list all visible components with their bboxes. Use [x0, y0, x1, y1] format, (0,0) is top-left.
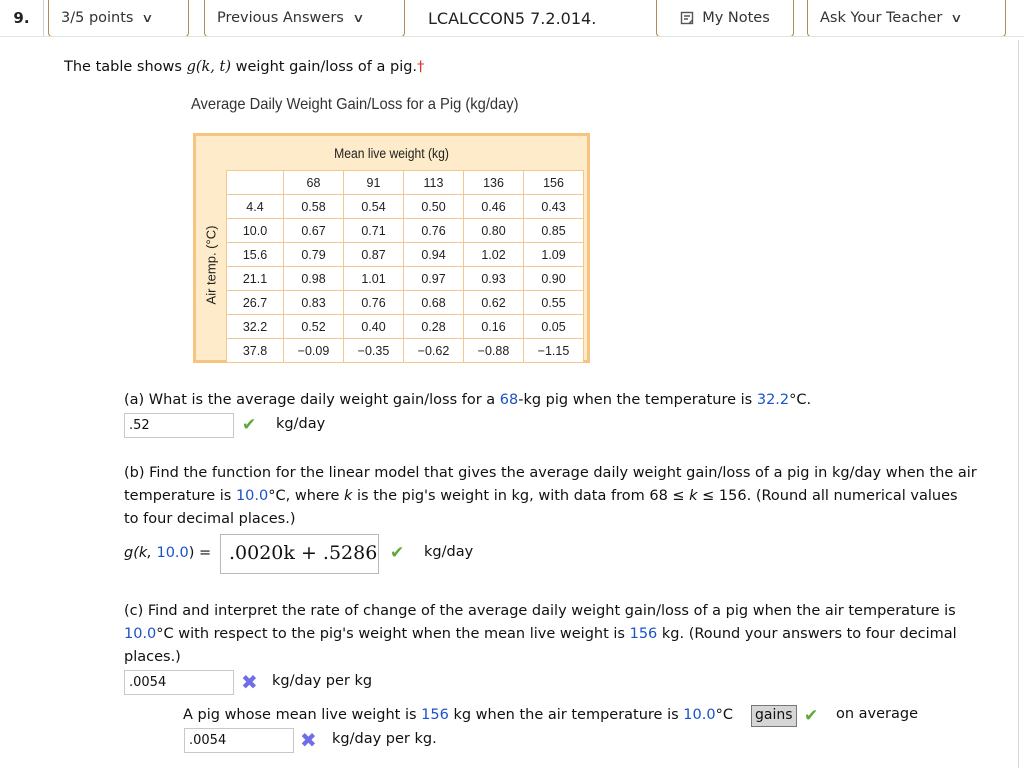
previous-answers-label: Previous Answers — [217, 10, 344, 26]
part-c-temp: 10.0 — [124, 626, 157, 642]
part-c-answer-input-2[interactable]: .0054 — [184, 728, 294, 753]
table-row — [227, 339, 584, 363]
intro-prefix: The table shows — [64, 59, 187, 75]
part-c-answer-input-1[interactable]: .0054 — [124, 670, 234, 695]
part-c-line: (c) Find and interpret the rate of change of the average daily weight gain/loss of a pig when the air temperature is — [124, 603, 956, 619]
intro-suffix: weight gain/loss of a pig. — [231, 59, 418, 75]
ask-teacher-dropdown[interactable] — [807, 0, 1006, 37]
temp-cell: 32.2 — [227, 315, 284, 339]
value-cell: 1.01 — [344, 267, 404, 291]
value-cell: 0.40 — [344, 315, 404, 339]
value-cell: 0.16 — [464, 315, 524, 339]
data-table-frame — [193, 133, 590, 363]
part-a-text: -kg pig when the temperature is — [518, 392, 757, 408]
value-cell: 0.98 — [284, 267, 344, 291]
question-number: 9. — [0, 0, 44, 36]
value-cell: 0.50 — [404, 195, 464, 219]
part-c-line: places.) — [124, 649, 181, 665]
part-c-text: °C with respect to the pig's weight when the mean live weight is — [156, 626, 630, 642]
part-b-line: (b) Find the function for the linear model that gives the average daily weight gain/loss of a pig in kg/day when the air — [124, 465, 977, 481]
previous-answers-dropdown[interactable] — [204, 0, 405, 37]
chevron-down-icon: ∨ — [950, 11, 963, 25]
part-b-text: °C, where — [268, 488, 344, 504]
part-c-weight: 156 — [421, 707, 449, 723]
temp-cell: 10.0 — [227, 219, 284, 243]
part-c-unit-2: kg/day per kg. — [332, 731, 437, 747]
temp-cell: 21.1 — [227, 267, 284, 291]
value-cell: 0.76 — [344, 291, 404, 315]
part-b-variable: k — [689, 488, 698, 504]
row-group-header — [196, 170, 226, 360]
weight-header: 156 — [524, 171, 584, 195]
part-c-interpretation — [183, 704, 733, 727]
value-cell: 0.80 — [464, 219, 524, 243]
weight-header: 68 — [284, 171, 344, 195]
part-a-question — [124, 389, 811, 412]
corner-cell — [227, 171, 284, 195]
part-c-text: A pig whose mean live weight is — [183, 707, 422, 723]
table-row — [227, 219, 584, 243]
part-c-on-average: on average — [836, 706, 919, 722]
chevron-down-icon: ∨ — [141, 11, 155, 25]
part-a-weight: 68 — [499, 392, 519, 408]
part-a-answer-input[interactable]: .52 — [124, 413, 234, 438]
temp-cell: 26.7 — [227, 291, 284, 315]
values-grid — [226, 170, 584, 363]
value-cell: 0.71 — [344, 219, 404, 243]
gains-loses-select[interactable]: gains — [751, 705, 797, 727]
value-cell: 0.97 — [404, 267, 464, 291]
part-b-answer-input[interactable]: .0020k + .5286 — [220, 534, 379, 574]
part-b-text: is the pig's weight in kg, with data from 68 ≤ — [352, 488, 690, 504]
chevron-down-icon: ∨ — [352, 11, 365, 25]
value-cell: −0.62 — [404, 339, 464, 363]
part-c-text: °C — [715, 707, 733, 723]
value-cell: 0.83 — [284, 291, 344, 315]
value-cell: 1.02 — [464, 243, 524, 267]
value-cell: 0.93 — [464, 267, 524, 291]
value-cell: 0.43 — [524, 195, 584, 219]
value-cell: 0.68 — [404, 291, 464, 315]
table-row — [227, 291, 584, 315]
right-border — [1018, 40, 1019, 768]
part-b-label-temp: 10.0 — [156, 545, 189, 561]
incorrect-x-icon: ✖ — [300, 728, 317, 752]
intro-function: g(k, t) — [186, 59, 231, 75]
value-cell: −0.09 — [284, 339, 344, 363]
my-notes-label: My Notes — [702, 10, 770, 26]
value-cell: 0.28 — [404, 315, 464, 339]
part-a-unit: kg/day — [276, 416, 326, 432]
part-b-function-label — [124, 542, 211, 565]
weight-header: 113 — [404, 171, 464, 195]
part-b-text: temperature is — [124, 488, 236, 504]
table-header-row — [227, 171, 584, 195]
value-cell: 0.79 — [284, 243, 344, 267]
value-cell: 0.46 — [464, 195, 524, 219]
part-b-temp: 10.0 — [235, 488, 269, 504]
value-cell: 0.76 — [404, 219, 464, 243]
value-cell: 0.52 — [284, 315, 344, 339]
value-cell: 0.85 — [524, 219, 584, 243]
part-c-question — [124, 600, 1004, 669]
weight-header: 91 — [344, 171, 404, 195]
header-divider — [0, 36, 1024, 37]
part-c-text: kg when the air temperature is — [448, 707, 684, 723]
correct-check-icon: ✔ — [390, 543, 405, 563]
value-cell: 0.90 — [524, 267, 584, 291]
part-b-label: ) = — [188, 545, 212, 561]
note-icon — [680, 11, 694, 25]
part-b-variable: k — [344, 488, 353, 504]
problem-code: LCALCCON5 7.2.014. — [428, 8, 597, 28]
value-cell: −0.35 — [344, 339, 404, 363]
part-b-label: g(k, — [124, 545, 157, 561]
part-b-text: ≤ 156. (Round all numerical values — [697, 488, 958, 504]
part-c-text: kg. (Round your answers to four decimal — [657, 626, 957, 642]
points-dropdown[interactable] — [48, 0, 189, 37]
part-c-line — [124, 623, 1004, 646]
part-b-line — [124, 485, 1004, 508]
incorrect-x-icon: ✖ — [241, 670, 258, 694]
value-cell: 0.87 — [344, 243, 404, 267]
value-cell: −0.88 — [464, 339, 524, 363]
table-row — [227, 195, 584, 219]
data-table — [196, 136, 587, 360]
intro-text — [64, 59, 424, 75]
part-a-text: °C. — [789, 392, 812, 408]
table-title: Average Daily Weight Gain/Loss for a Pig (kg/day) — [191, 96, 519, 113]
table-row — [227, 315, 584, 339]
column-group-header: Mean live weight (kg) — [334, 145, 449, 161]
part-c-temp: 10.0 — [683, 707, 716, 723]
part-c-weight: 156 — [629, 626, 658, 642]
footnote-dagger[interactable]: † — [417, 59, 425, 75]
table-row — [227, 243, 584, 267]
my-notes-button[interactable] — [656, 0, 794, 37]
value-cell: −1.15 — [524, 339, 584, 363]
value-cell: 0.94 — [404, 243, 464, 267]
value-cell: 0.54 — [344, 195, 404, 219]
temp-cell: 15.6 — [227, 243, 284, 267]
part-b-question — [124, 462, 1004, 531]
temp-cell: 37.8 — [227, 339, 284, 363]
value-cell: 0.62 — [464, 291, 524, 315]
table-row — [227, 267, 584, 291]
part-c-unit-1: kg/day per kg — [272, 673, 373, 689]
value-cell: 0.05 — [524, 315, 584, 339]
value-cell: 0.55 — [524, 291, 584, 315]
part-b-unit: kg/day — [424, 544, 474, 560]
row-group-header-label: Air temp. (°C) — [203, 225, 219, 305]
part-a-temp: 32.2 — [756, 392, 790, 408]
temp-cell: 4.4 — [227, 195, 284, 219]
part-b-line: to four decimal places.) — [124, 511, 296, 527]
correct-check-icon: ✔ — [804, 706, 819, 726]
part-a-text: (a) What is the average daily weight gain/loss for a — [124, 392, 500, 408]
correct-check-icon: ✔ — [242, 415, 257, 435]
value-cell: 1.09 — [524, 243, 584, 267]
value-cell: 0.58 — [284, 195, 344, 219]
points-label: 3/5 points — [61, 10, 134, 26]
weight-header: 136 — [464, 171, 524, 195]
ask-teacher-label: Ask Your Teacher — [820, 10, 943, 26]
value-cell: 0.67 — [284, 219, 344, 243]
